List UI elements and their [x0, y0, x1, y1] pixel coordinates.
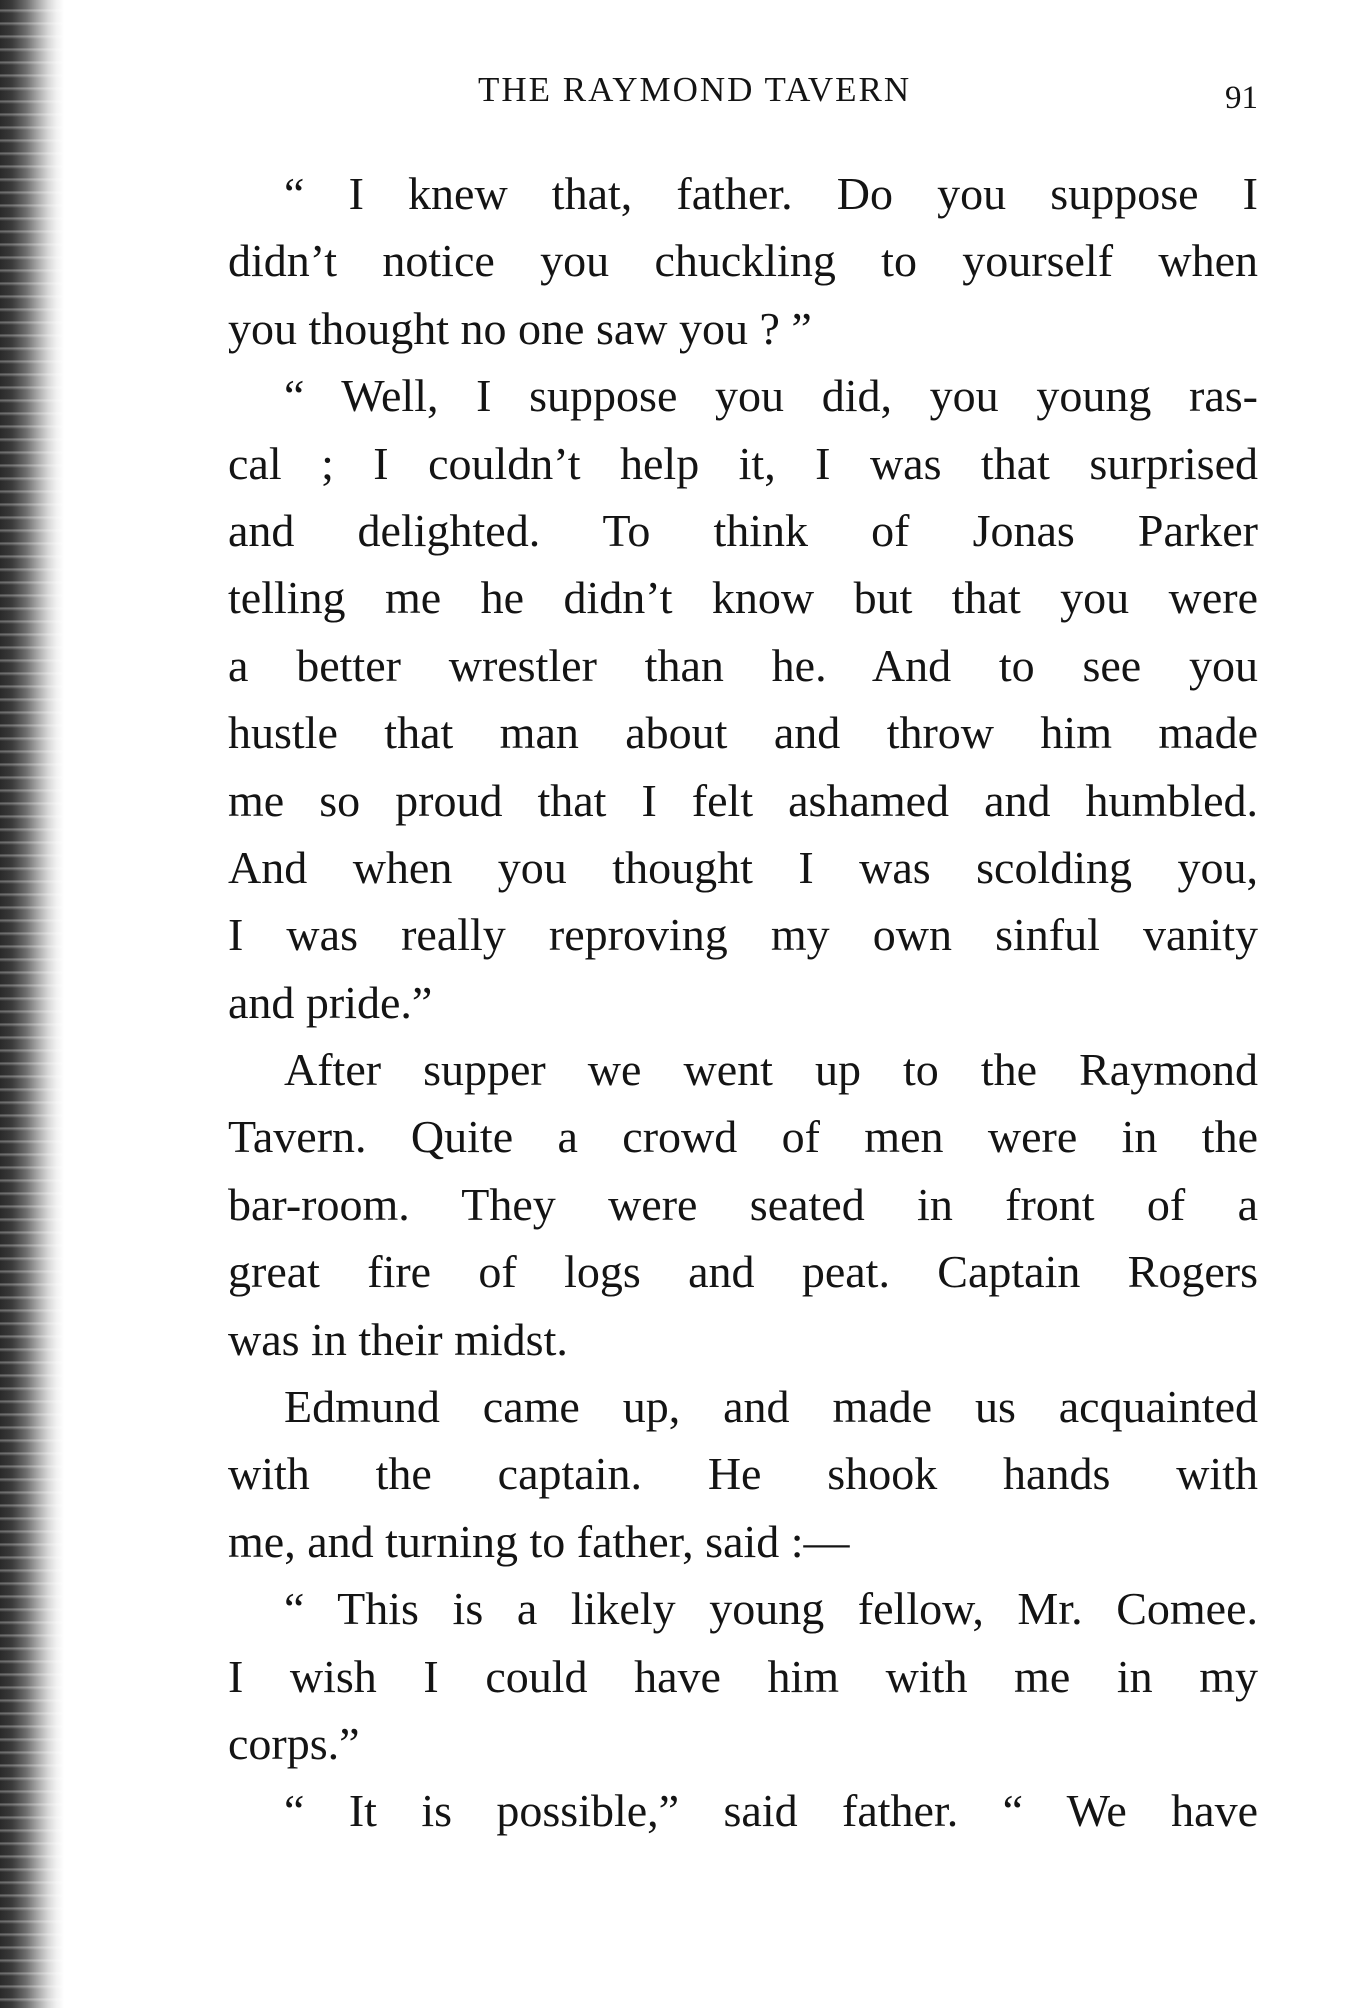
text-line: me, and turning to father, said :— — [228, 1515, 850, 1567]
text-line: was in their midst. — [228, 1313, 568, 1365]
text-line: hustle that man about and throw him made — [228, 707, 1258, 759]
text-line: Edmund came up, and made us acquainted — [284, 1381, 1258, 1433]
text-line: “ Well, I suppose you did, you young ras- — [284, 370, 1258, 422]
text-line: After supper we went up to the Raymond — [284, 1044, 1258, 1096]
text-line: “ It is possible,” said father. “ We have — [284, 1785, 1258, 1837]
text-line: with the captain. He shook hands with — [228, 1448, 1258, 1500]
page-number: 91 — [1225, 80, 1258, 116]
running-head: THE RAYMOND TAVERN — [478, 70, 912, 109]
text-line: me so proud that I felt ashamed and humbled. — [228, 774, 1258, 826]
text-line: cal ; I couldn’t help it, I was that surprised — [228, 437, 1258, 489]
body-text — [228, 160, 1258, 1845]
text-line: I was really reproving my own sinful vanity — [228, 909, 1258, 961]
text-line: “ I knew that, father. Do you suppose I — [284, 168, 1258, 219]
text-line: corps.” — [228, 1717, 360, 1769]
page-header — [228, 70, 1258, 118]
text-line: “ This is a likely young fellow, Mr. Comee. — [284, 1583, 1258, 1635]
text-line: telling me he didn’t know but that you were — [228, 572, 1258, 624]
text-line: and pride.” — [228, 976, 433, 1028]
text-line: bar-room. They were seated in front of a — [228, 1178, 1258, 1230]
text-line: a better wrestler than he. And to see you — [228, 639, 1258, 691]
text-line: I wish I could have him with me in my — [228, 1650, 1258, 1702]
text-line: didn’t notice you chuckling to yourself when — [228, 235, 1258, 287]
text-line: you thought no one saw you ? ” — [228, 302, 812, 354]
binding-texture — [0, 0, 64, 2008]
text-line: and delighted. To think of Jonas Parker — [228, 504, 1258, 556]
text-line: Tavern. Quite a crowd of men were in the — [228, 1111, 1258, 1163]
text-line: And when you thought I was scolding you, — [228, 841, 1258, 893]
text-line: great fire of logs and peat. Captain Rogers — [228, 1246, 1258, 1298]
